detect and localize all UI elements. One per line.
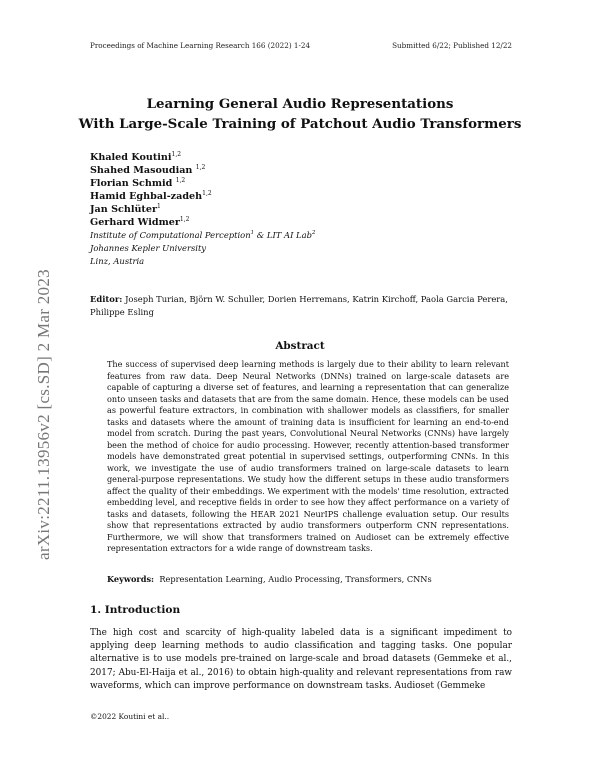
author-2: Shahed Masoudian $^{1,2}$ (90, 164, 206, 177)
abstract-heading: Abstract (275, 340, 325, 352)
affiliation-institute: Institute of Computational Perception$^1$ & LIT AI Lab$^2$ (90, 230, 316, 240)
abstract-body: The success of supervised deep learning methods is largely due to their ability to learn relevant features from raw data. Deep Neural Networks (DNNs) trained on large-scale datasets are capable of capturing a diverse set of features, and learning a representation that can generalize onto unseen tasks and datasets that are from the same domain. Hence, these models can be used as powerful feature extractors, in combination with shallower models as classifiers, for smaller tasks and datasets where the amount of training data is insufficient for learning an end-to-end model from scratch. During the past years, Convolutional Neural Networks (CNNs) have largely been the method of choice for audio processing. However, recently attention-based transformer models have demonstrated great potential in supervised settings, outperforming CNNs. In this work, we investigate the use of audio transformers trained on large-scale datasets to learn general-purpose representations. We study how the different setups in these audio transformers affect the quality of their embeddings. We experiment with the models' time resolution, extracted embedding level, and receptive fields in order to see how they affect performance on a variety of tasks and datasets, following the HEAR 2021 NeurIPS challenge evaluation setup. Our results show that representations extracted by audio transformers outperform CNN representations. Furthermore, we will show that transformers trained on Audioset can be extremely effective representation extractors for a wide range of downstream tasks. (107, 359, 509, 553)
running-header-left: Proceedings of Machine Learning Research 166 (2022) 1-24 (90, 41, 311, 50)
editor-line (90, 293, 522, 319)
affiliation-university: Johannes Kepler University (90, 243, 207, 253)
keywords-label: Keywords: (107, 574, 155, 584)
editor-names: Joseph Turian, Björn W. Schuller, Dorien Herremans, Katrin Kirchoff, Paola Garcia Perera, Philippe Esling (90, 294, 508, 317)
paper-title-line-2: With Large-Scale Training of Patchout Audio Transformers (78, 116, 522, 132)
running-header-right: Submitted 6/22; Published 12/22 (392, 41, 512, 50)
introduction-body: The high cost and scarcity of high-quality labeled data is a significant impediment to applying deep learning methods to audio classification and tagging tasks. One popular alternative is to use models pre-trained on large-scale and broad datasets (Gemmeke et al., 2017; Abu-El-Haija et al., 2016) to obtain high-quality and relevant representations from raw waveforms, which can improve performance on downstream tasks. Audioset (Gemmeke (90, 628, 512, 691)
arxiv-stamp (22, 230, 53, 560)
author-4: Hamid Eghbal-zadeh$^{1,2}$ (90, 190, 212, 203)
section-heading-introduction: 1. Introduction (90, 604, 181, 616)
affiliation-location: Linz, Austria (90, 256, 145, 266)
editor-label: Editor: (90, 294, 123, 304)
keywords-text: Representation Learning, Audio Processing, Transformers, CNNs (159, 574, 432, 584)
paper-title-line-1: Learning General Audio Representations (146, 96, 454, 112)
author-6: Gerhard Widmer$^{1,2}$ (90, 216, 190, 229)
author-1: Khaled Koutini$^{1,2}$ (90, 151, 182, 164)
copyright-footer: ©2022 Koutini et al.. (90, 712, 170, 721)
author-3: Florian Schmid $^{1,2}$ (90, 177, 186, 190)
keywords-line (107, 574, 432, 584)
author-5: Jan Schlüter$^1$ (90, 203, 161, 216)
arxiv-stamp-text: arXiv:2211.13956v2 [cs.SD] 2 Mar 2023 (34, 269, 53, 560)
